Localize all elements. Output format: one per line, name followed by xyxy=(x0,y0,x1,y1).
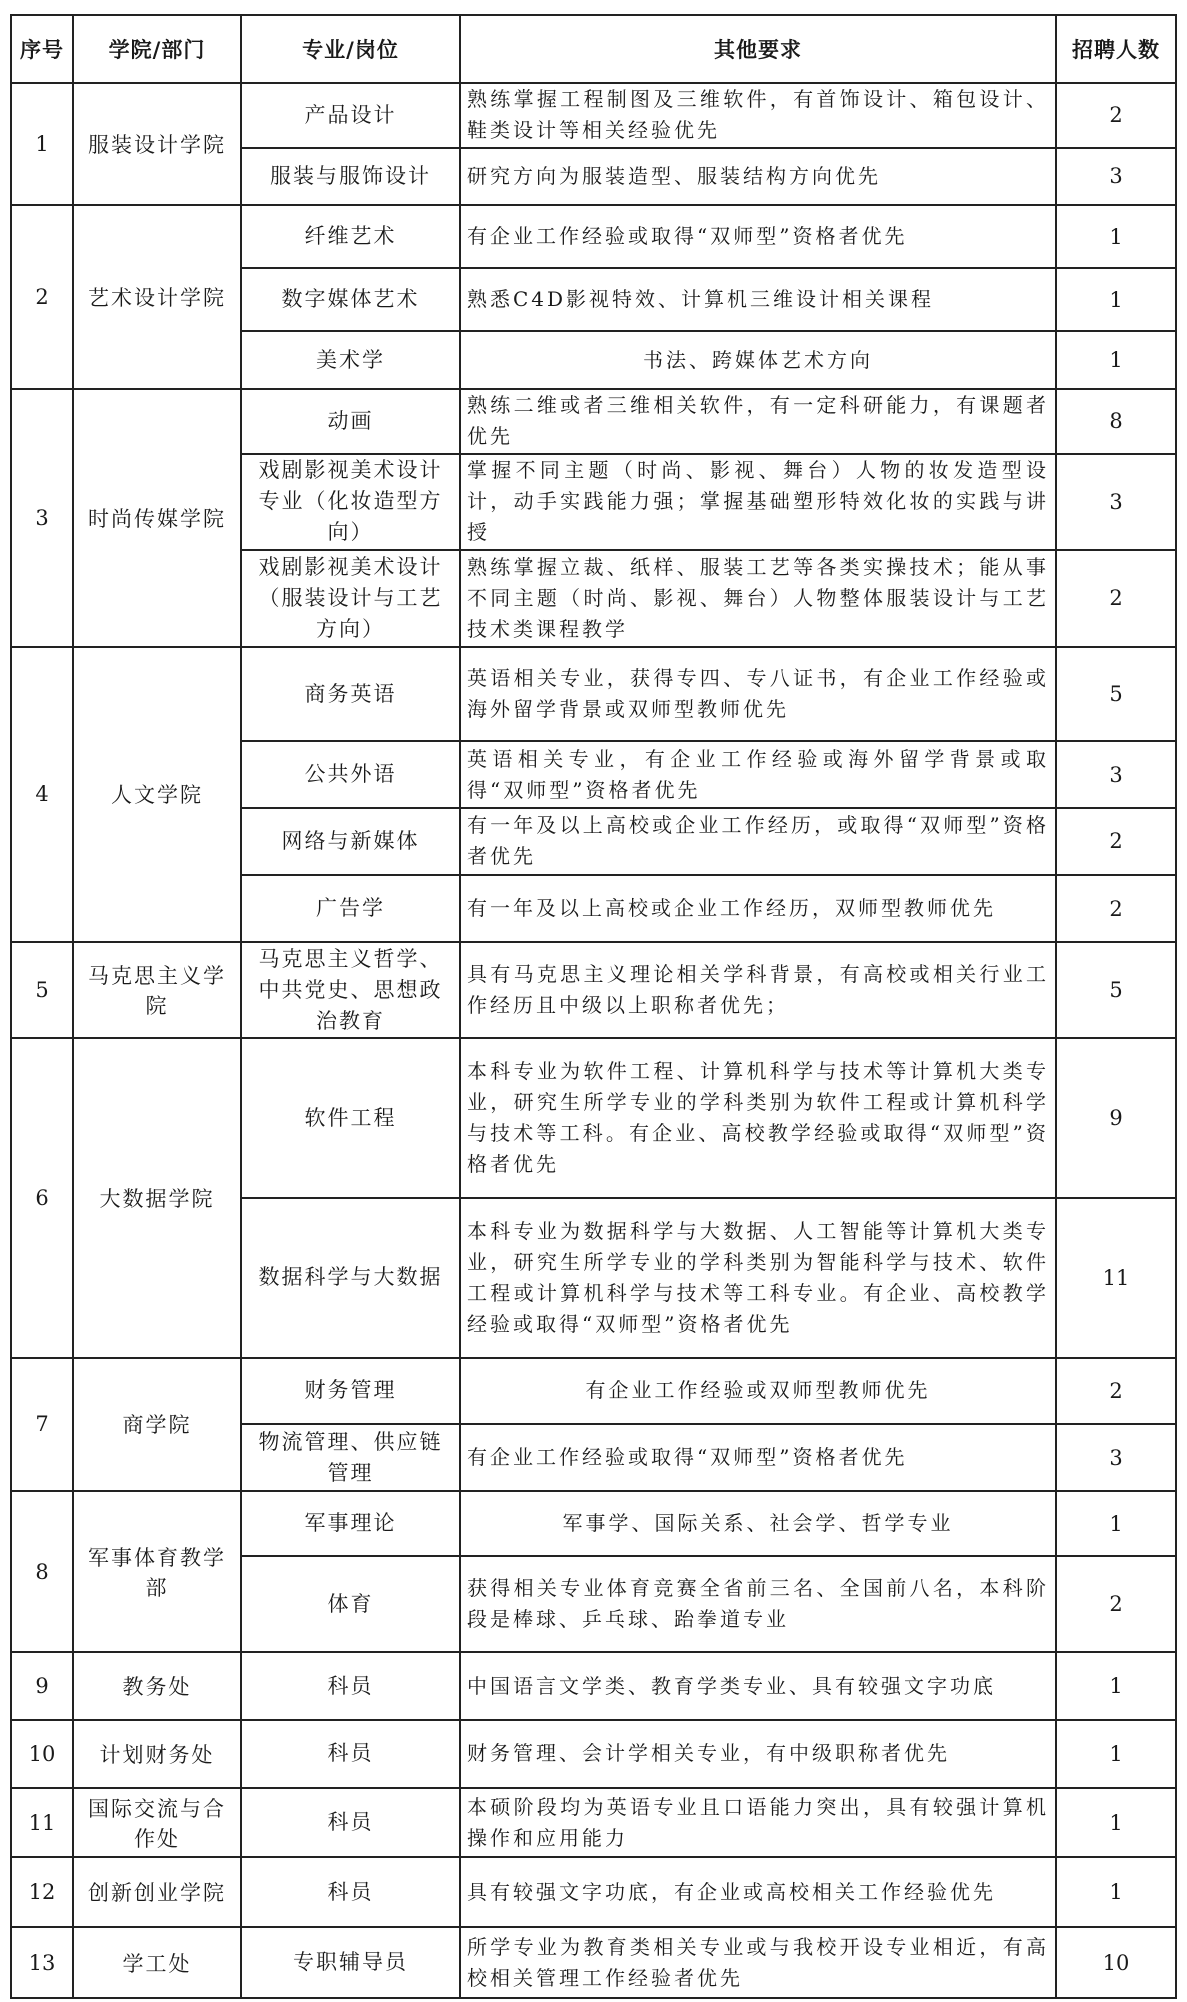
header-row xyxy=(11,15,1176,83)
position-cell: 动画 xyxy=(241,389,460,454)
position-cell: 体育 xyxy=(241,1556,460,1652)
requirement-cell: 军事学、国际关系、社会学、哲学专业 xyxy=(460,1491,1056,1557)
count-cell: 9 xyxy=(1056,1038,1176,1198)
count-cell: 5 xyxy=(1056,647,1176,742)
count-cell: 10 xyxy=(1056,1927,1176,1998)
requirement-cell: 研究方向为服装造型、服装结构方向优先 xyxy=(460,148,1056,206)
dept-cell: 计划财务处 xyxy=(73,1720,241,1788)
table-row xyxy=(11,1927,1176,1998)
count-cell: 1 xyxy=(1056,1788,1176,1858)
requirement-cell: 本科专业为软件工程、计算机科学与技术等计算机大类专业，研究生所学专业的学科类别为软件工程或计算机科学与技术等工科。有企业、高校教学经验或取得“双师型”资格者优先 xyxy=(460,1038,1056,1198)
count-cell: 3 xyxy=(1056,1424,1176,1491)
dept-cell: 人文学院 xyxy=(73,647,241,943)
table-row xyxy=(11,942,1176,1038)
header-position: 专业/岗位 xyxy=(241,15,460,83)
count-cell: 2 xyxy=(1056,1556,1176,1652)
position-cell: 美术学 xyxy=(241,331,460,389)
count-cell: 1 xyxy=(1056,1491,1176,1557)
seq-cell: 13 xyxy=(11,1927,73,1998)
position-cell: 专职辅导员 xyxy=(241,1927,460,1998)
requirement-cell: 有企业工作经验或双师型教师优先 xyxy=(460,1358,1056,1425)
requirement-cell: 财务管理、会计学相关专业，有中级职称者优先 xyxy=(460,1720,1056,1788)
count-cell: 3 xyxy=(1056,454,1176,550)
seq-cell: 4 xyxy=(11,647,73,943)
table-row xyxy=(11,83,1176,148)
requirement-cell: 本科专业为数据科学与大数据、人工智能等计算机大类专业，研究生所学专业的学科类别为智能科学与技术、软件工程或计算机科学与技术等工科专业。有企业、高校教学经验或取得“双师型”资格者优先 xyxy=(460,1198,1056,1358)
seq-cell: 1 xyxy=(11,83,73,205)
count-cell: 2 xyxy=(1056,83,1176,148)
table-row xyxy=(11,1857,1176,1927)
seq-cell: 9 xyxy=(11,1652,73,1720)
requirement-cell: 熟悉C4D影视特效、计算机三维设计相关课程 xyxy=(460,268,1056,332)
dept-cell: 教务处 xyxy=(73,1652,241,1720)
requirement-cell: 英语相关专业，有企业工作经验或海外留学背景或取得“双师型”资格者优先 xyxy=(460,741,1056,808)
table-row xyxy=(11,1788,1176,1858)
count-cell: 2 xyxy=(1056,808,1176,875)
position-cell: 数字媒体艺术 xyxy=(241,268,460,332)
count-cell: 1 xyxy=(1056,331,1176,389)
header-dept: 学院/部门 xyxy=(73,15,241,83)
requirement-cell: 有一年及以上高校或企业工作经历，双师型教师优先 xyxy=(460,875,1056,943)
position-cell: 财务管理 xyxy=(241,1358,460,1425)
table-row xyxy=(11,389,1176,454)
position-cell: 物流管理、供应链管理 xyxy=(241,1424,460,1491)
recruitment-table xyxy=(10,14,1177,1999)
dept-cell: 军事体育教学部 xyxy=(73,1491,241,1653)
position-cell: 科员 xyxy=(241,1857,460,1927)
requirement-cell: 获得相关专业体育竞赛全省前三名、全国前八名，本科阶段是棒球、乒乓球、跆拳道专业 xyxy=(460,1556,1056,1652)
count-cell: 1 xyxy=(1056,205,1176,268)
seq-cell: 5 xyxy=(11,942,73,1038)
position-cell: 戏剧影视美术设计专业（化妆造型方向） xyxy=(241,454,460,550)
requirement-cell: 具有较强文字功底，有企业或高校相关工作经验优先 xyxy=(460,1857,1056,1927)
seq-cell: 6 xyxy=(11,1038,73,1357)
count-cell: 8 xyxy=(1056,389,1176,454)
seq-cell: 8 xyxy=(11,1491,73,1653)
count-cell: 1 xyxy=(1056,1720,1176,1788)
count-cell: 3 xyxy=(1056,148,1176,206)
count-cell: 1 xyxy=(1056,1652,1176,1720)
seq-cell: 11 xyxy=(11,1788,73,1858)
position-cell: 科员 xyxy=(241,1652,460,1720)
count-cell: 2 xyxy=(1056,875,1176,943)
position-cell: 科员 xyxy=(241,1720,460,1788)
dept-cell: 商学院 xyxy=(73,1358,241,1491)
position-cell: 军事理论 xyxy=(241,1491,460,1557)
seq-cell: 3 xyxy=(11,389,73,647)
dept-cell: 大数据学院 xyxy=(73,1038,241,1357)
dept-cell: 学工处 xyxy=(73,1927,241,1998)
dept-cell: 创新创业学院 xyxy=(73,1857,241,1927)
count-cell: 2 xyxy=(1056,1358,1176,1425)
seq-cell: 12 xyxy=(11,1857,73,1927)
table-row xyxy=(11,205,1176,268)
requirement-cell: 掌握不同主题（时尚、影视、舞台）人物的妆发造型设计，动手实践能力强；掌握基础塑形特效化妆的实践与讲授 xyxy=(460,454,1056,550)
header-seq: 序号 xyxy=(11,15,73,83)
requirement-cell: 有一年及以上高校或企业工作经历，或取得“双师型”资格者优先 xyxy=(460,808,1056,875)
position-cell: 纤维艺术 xyxy=(241,205,460,268)
position-cell: 产品设计 xyxy=(241,83,460,148)
header-requirements: 其他要求 xyxy=(460,15,1056,83)
header-count: 招聘人数 xyxy=(1056,15,1176,83)
dept-cell: 时尚传媒学院 xyxy=(73,389,241,647)
position-cell: 网络与新媒体 xyxy=(241,808,460,875)
position-cell: 科员 xyxy=(241,1788,460,1858)
count-cell: 1 xyxy=(1056,1857,1176,1927)
position-cell: 马克思主义哲学、中共党史、思想政治教育 xyxy=(241,942,460,1038)
position-cell: 软件工程 xyxy=(241,1038,460,1198)
position-cell: 数据科学与大数据 xyxy=(241,1198,460,1358)
requirement-cell: 熟练掌握立裁、纸样、服装工艺等各类实操技术；能从事不同主题（时尚、影视、舞台）人物整体服装设计与工艺技术类课程教学 xyxy=(460,550,1056,647)
table-row xyxy=(11,647,1176,742)
dept-cell: 国际交流与合作处 xyxy=(73,1788,241,1858)
requirement-cell: 本硕阶段均为英语专业且口语能力突出，具有较强计算机操作和应用能力 xyxy=(460,1788,1056,1858)
count-cell: 11 xyxy=(1056,1198,1176,1358)
table-row xyxy=(11,1720,1176,1788)
dept-cell: 服装设计学院 xyxy=(73,83,241,205)
position-cell: 戏剧影视美术设计（服装设计与工艺方向） xyxy=(241,550,460,647)
dept-cell: 艺术设计学院 xyxy=(73,205,241,389)
requirement-cell: 所学专业为教育类相关专业或与我校开设专业相近，有高校相关管理工作经验者优先 xyxy=(460,1927,1056,1998)
requirement-cell: 熟练掌握工程制图及三维软件，有首饰设计、箱包设计、鞋类设计等相关经验优先 xyxy=(460,83,1056,148)
count-cell: 1 xyxy=(1056,268,1176,332)
table-row xyxy=(11,1358,1176,1425)
count-cell: 3 xyxy=(1056,741,1176,808)
requirement-cell: 具有马克思主义理论相关学科背景，有高校或相关行业工作经历且中级以上职称者优先； xyxy=(460,942,1056,1038)
table-row xyxy=(11,1491,1176,1557)
position-cell: 公共外语 xyxy=(241,741,460,808)
requirement-cell: 英语相关专业，获得专四、专八证书，有企业工作经验或海外留学背景或双师型教师优先 xyxy=(460,647,1056,742)
seq-cell: 7 xyxy=(11,1358,73,1491)
requirement-cell: 中国语言文学类、教育学类专业、具有较强文字功底 xyxy=(460,1652,1056,1720)
position-cell: 商务英语 xyxy=(241,647,460,742)
requirement-cell: 熟练二维或者三维相关软件，有一定科研能力，有课题者优先 xyxy=(460,389,1056,454)
table-row xyxy=(11,1652,1176,1720)
table-row xyxy=(11,1038,1176,1198)
dept-cell: 马克思主义学院 xyxy=(73,942,241,1038)
requirement-cell: 有企业工作经验或取得“双师型”资格者优先 xyxy=(460,205,1056,268)
position-cell: 广告学 xyxy=(241,875,460,943)
position-cell: 服装与服饰设计 xyxy=(241,148,460,206)
seq-cell: 10 xyxy=(11,1720,73,1788)
seq-cell: 2 xyxy=(11,205,73,389)
count-cell: 5 xyxy=(1056,942,1176,1038)
count-cell: 2 xyxy=(1056,550,1176,647)
requirement-cell: 有企业工作经验或取得“双师型”资格者优先 xyxy=(460,1424,1056,1491)
requirement-cell: 书法、跨媒体艺术方向 xyxy=(460,331,1056,389)
